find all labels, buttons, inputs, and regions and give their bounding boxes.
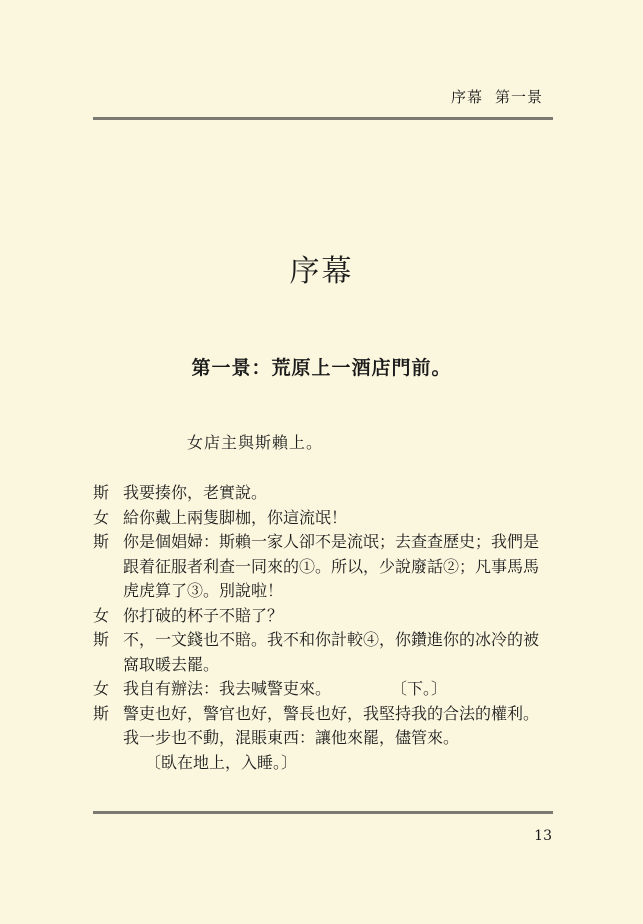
page-number: 13 bbox=[534, 828, 552, 844]
speaker: 女 bbox=[93, 605, 110, 625]
speaker: 女 bbox=[93, 679, 110, 698]
speech-row: 給你戴上兩隻脚枷，你這流氓！ bbox=[123, 507, 348, 527]
speech-text: 我自有辦法：我去喊警吏來。 bbox=[123, 679, 332, 698]
speech-row: 窩取暖去罷。 bbox=[123, 654, 220, 674]
speech-row: 我一步也不動，混賬東西：讓他來罷，儘管來。 bbox=[123, 728, 460, 747]
speech bbox=[123, 530, 563, 604]
speaker: 斯 bbox=[93, 483, 110, 502]
speech-row: 不，一文錢也不賠。我不和你計較④，你鑽進你的冰冷的被 bbox=[123, 630, 540, 649]
dialogue bbox=[93, 481, 563, 775]
speech bbox=[123, 604, 563, 629]
speaker: 斯 bbox=[93, 703, 110, 723]
dialogue-line bbox=[93, 628, 563, 677]
dialogue-line bbox=[93, 604, 563, 629]
entry-stage-direction: 女店主與斯賴上。 bbox=[187, 433, 324, 452]
speech-row: 跟着征服者利查一同來的①。所以，少說廢話②；凡事馬馬 bbox=[123, 556, 540, 576]
speech bbox=[123, 628, 563, 677]
act-title: 序幕 bbox=[289, 254, 354, 289]
speech bbox=[123, 677, 563, 702]
closing-stage-direction: 〔臥在地上，入睡。〕 bbox=[145, 752, 298, 772]
speech-row: 虎虎算了③。別說啦！ bbox=[123, 581, 284, 600]
running-head-act: 序幕 bbox=[450, 88, 483, 106]
speech-row: 我要揍你，老實說。 bbox=[123, 483, 268, 502]
dialogue-line bbox=[93, 530, 563, 604]
speech-row: 警吏也好，警官也好，警長也好，我堅持我的合法的權利。 bbox=[123, 703, 540, 723]
running-head bbox=[451, 86, 543, 107]
speaker: 斯 bbox=[93, 532, 110, 551]
speech-row: 你打破的杯子不賠了？ bbox=[123, 605, 284, 625]
speaker: 斯 bbox=[93, 630, 110, 649]
speech-row: 你是個娼婦：斯賴一家人卻不是流氓；去查查歷史；我們是 bbox=[123, 532, 540, 551]
dialogue-line bbox=[93, 481, 563, 506]
bottom-rule bbox=[93, 811, 553, 814]
dialogue-line bbox=[93, 506, 563, 531]
dialogue-line bbox=[93, 702, 563, 751]
speech bbox=[123, 481, 563, 506]
dialogue-line bbox=[93, 677, 563, 702]
speaker: 女 bbox=[93, 507, 110, 527]
exit-stage-direction: 〔下。〕 bbox=[399, 679, 448, 698]
speech bbox=[123, 506, 563, 531]
speech bbox=[123, 702, 563, 751]
running-head-scene: 第一景 bbox=[494, 88, 543, 106]
top-rule bbox=[93, 117, 553, 120]
speech-row bbox=[123, 677, 563, 702]
scene-title: 第一景：荒原上一酒店門前。 bbox=[191, 357, 452, 379]
